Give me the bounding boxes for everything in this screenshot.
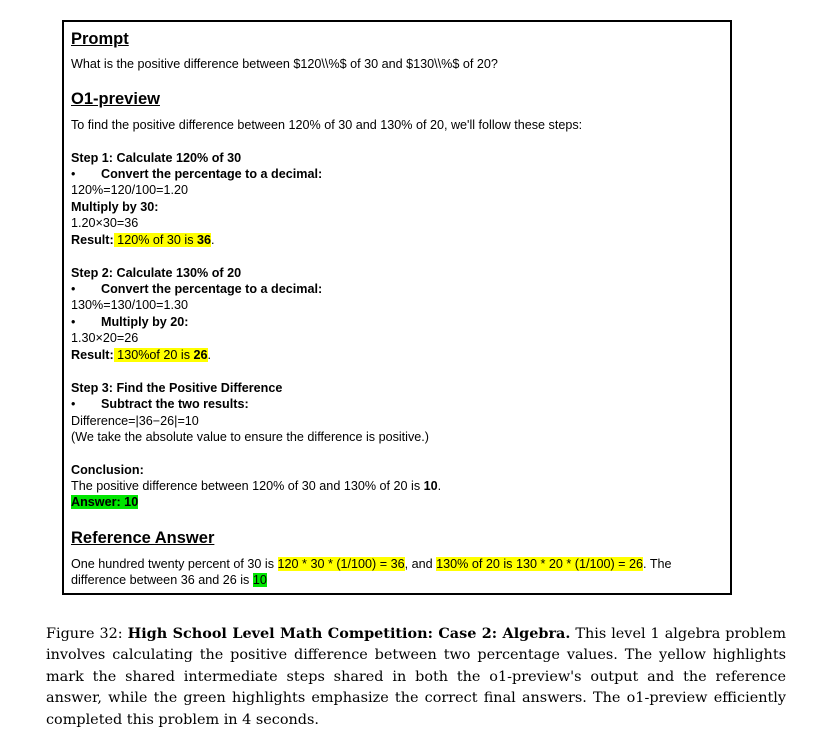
o1-heading: O1-preview xyxy=(71,90,160,108)
step1-result: Result: 120% of 30 is 36. xyxy=(71,233,215,247)
bullet-icon: • xyxy=(71,397,76,411)
reference-line2: difference between 36 and 26 is 10 xyxy=(71,573,267,587)
reference-highlight-1: 120 * 30 * (1/100) = 36 xyxy=(277,557,405,571)
step2-result: Result: 130%of 20 is 26. xyxy=(71,348,212,362)
conclusion-answer xyxy=(71,494,138,510)
conclusion-text: The positive difference between 120% of 30 and 130% of 20 is 10. xyxy=(71,479,442,493)
step3-title: Step 3: Find the Positive Difference xyxy=(71,381,283,395)
figure-box xyxy=(62,20,732,595)
prompt-text: What is the positive difference between $120\\%$ of 30 and $130\\%$ of 20? xyxy=(71,57,498,71)
bullet-icon: • xyxy=(71,315,76,329)
step1-bullet: Convert the percentage to a decimal: xyxy=(101,167,323,181)
answer-highlight: Answer: 10 xyxy=(71,495,139,509)
step1-sub: Multiply by 30: xyxy=(71,200,159,214)
step1-result-highlight: 120% of 30 is 36 xyxy=(113,233,212,247)
figure-caption xyxy=(46,623,786,731)
step3-line2: (We take the absolute value to ensure the difference is positive.) xyxy=(71,430,429,444)
step3-line1: Difference=|36−26|=10 xyxy=(71,414,199,428)
caption-label: Figure 32: xyxy=(46,626,128,642)
step1-title: Step 1: Calculate 120% of 30 xyxy=(71,151,242,165)
step2-bullet1: Convert the percentage to a decimal: xyxy=(101,282,323,296)
step1-line1: 120%=120/100=1.20 xyxy=(71,183,188,197)
step3-bullet: Subtract the two results: xyxy=(101,397,249,411)
reference-heading: Reference Answer xyxy=(71,529,215,547)
step2-result-highlight: 130%of 20 is 26 xyxy=(113,348,208,362)
step2-line2: 1.30×20=26 xyxy=(71,331,139,345)
reference-highlight-2: 130% of 20 is 130 * 20 * (1/100) = 26 xyxy=(436,557,644,571)
reference-line1: One hundred twenty percent of 30 is 120 * 30 * (1/100) = 36, and 130% of 20 is 130 * 20 * (1/100) = 26. The xyxy=(71,557,672,571)
reference-answer-highlight: 10 xyxy=(252,573,267,587)
bullet-icon: • xyxy=(71,282,76,296)
conclusion-title: Conclusion: xyxy=(71,463,144,477)
caption-title: High School Level Math Competition: Case 2: Algebra. xyxy=(127,625,571,642)
step2-line1: 130%=130/100=1.30 xyxy=(71,298,188,312)
step1-line2: 1.20×30=36 xyxy=(71,216,139,230)
prompt-heading: Prompt xyxy=(71,30,129,48)
step2-bullet2: Multiply by 20: xyxy=(101,315,189,329)
step1-result-label: Result: xyxy=(71,233,114,247)
bullet-icon: • xyxy=(71,167,76,181)
o1-intro: To find the positive difference between 120% of 30 and 130% of 20, we'll follow these steps: xyxy=(71,118,583,132)
step2-title: Step 2: Calculate 130% of 20 xyxy=(71,266,242,280)
caption-text: This level 1 algebra problem involves calculating the positive difference between two percentage values. The yellow highlights mark the shared intermediate steps shared in both the o1-preview's output and the reference answer, while the green highlights emphasize the correct final answers. The o1-preview efficiently completed this problem in 4 seconds. xyxy=(46,626,786,728)
step2-result-label: Result: xyxy=(71,348,114,362)
